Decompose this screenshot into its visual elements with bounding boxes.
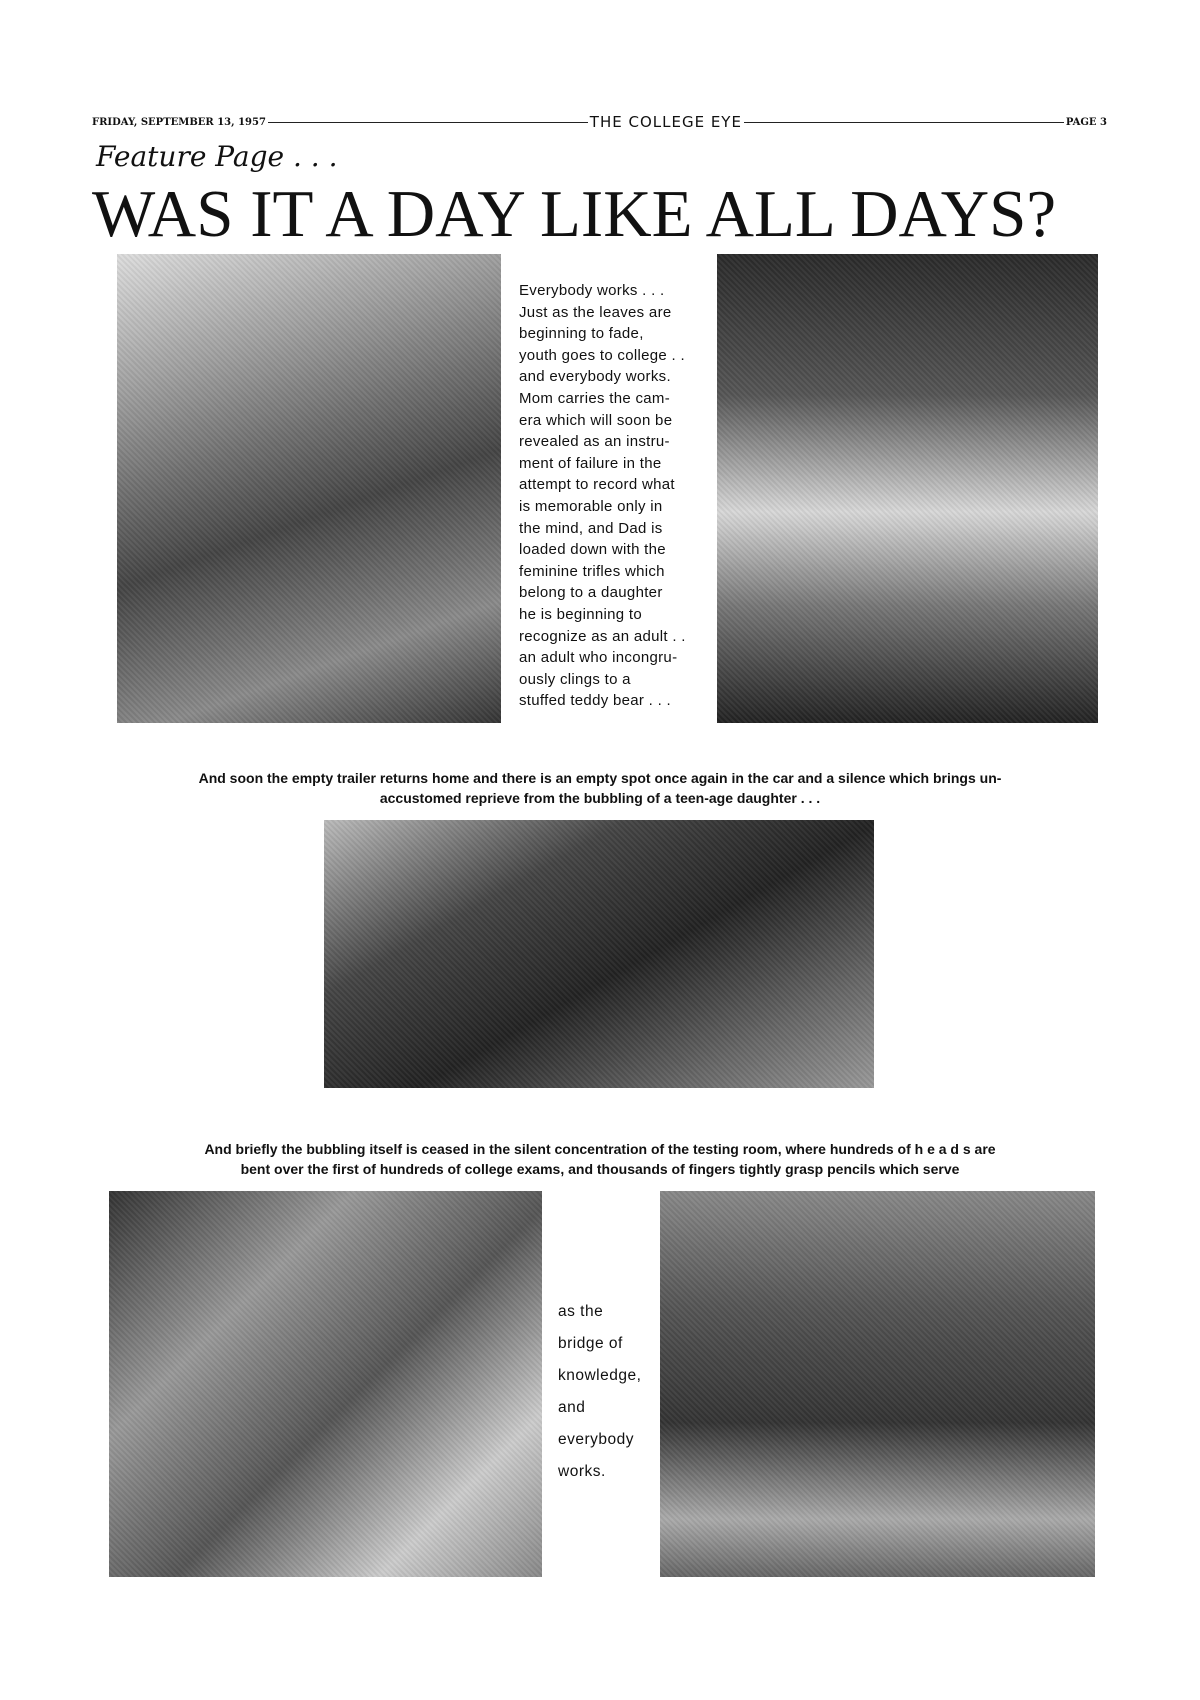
line: everybody (558, 1431, 635, 1448)
line: beginning to fade, (519, 325, 644, 343)
photo-students-exam (660, 1191, 1095, 1577)
caption-line: And soon the empty trailer returns home and there is an empty spot once again in the car and a silence which brings un- (198, 770, 1002, 786)
page-number: PAGE 3 (1065, 116, 1107, 128)
caption-trailer (100, 768, 1100, 808)
photo-dad-carrying-box (717, 254, 1098, 723)
line: an adult who incongru- (519, 649, 678, 667)
line: stuffed teddy bear . . . (519, 692, 672, 710)
line: ment of failure in the (519, 454, 662, 472)
line: as the (558, 1303, 604, 1320)
line: Just as the leaves are (519, 303, 672, 321)
photo-car-trailer (324, 820, 874, 1088)
newspaper-name: THE COLLEGE EYE (589, 113, 742, 131)
line: bridge of (558, 1335, 623, 1352)
line: belong to a daughter (519, 584, 663, 602)
photo-student-writing (109, 1191, 542, 1577)
line: youth goes to college . . (519, 346, 685, 364)
line: ously clings to a (519, 670, 631, 688)
headline: WAS IT A DAY LIKE ALL DAYS? (92, 177, 1057, 251)
story-column (519, 280, 714, 712)
section-title: Feature Page . . . (96, 140, 338, 173)
caption-line: bent over the first of hundreds of college exams, and thousands of fingers tightly grasp pencils which serve (240, 1161, 960, 1177)
issue-date: FRIDAY, SEPTEMBER 13, 1957 (92, 116, 266, 128)
divider (268, 122, 588, 123)
line: revealed as an instru- (519, 433, 670, 451)
line: is memorable only in (519, 497, 663, 515)
line: and (558, 1399, 586, 1416)
line: feminine trifles which (519, 562, 665, 580)
line: loaded down with the (519, 541, 666, 559)
photo-family-arriving (117, 254, 501, 723)
divider (744, 122, 1064, 123)
caption-testing-room (100, 1139, 1100, 1179)
line: Mom carries the cam- (519, 389, 671, 407)
side-text (558, 1296, 641, 1488)
line: attempt to record what (519, 476, 675, 494)
line: era which will soon be (519, 411, 673, 429)
masthead (92, 113, 1107, 131)
line: knowledge, (558, 1367, 642, 1384)
line: works. (558, 1463, 606, 1480)
line: the mind, and Dad is (519, 519, 663, 537)
line: and everybody works. (519, 368, 671, 386)
line: Everybody works . . . (519, 282, 665, 299)
caption-line: And briefly the bubbling itself is ceased in the silent concentration of the testing room, where hundreds of h e a d s are (204, 1141, 996, 1157)
caption-line: accustomed reprieve from the bubbling of a teen-age daughter . . . (379, 790, 821, 806)
line: he is beginning to (519, 605, 642, 623)
line: recognize as an adult . . (519, 627, 686, 645)
